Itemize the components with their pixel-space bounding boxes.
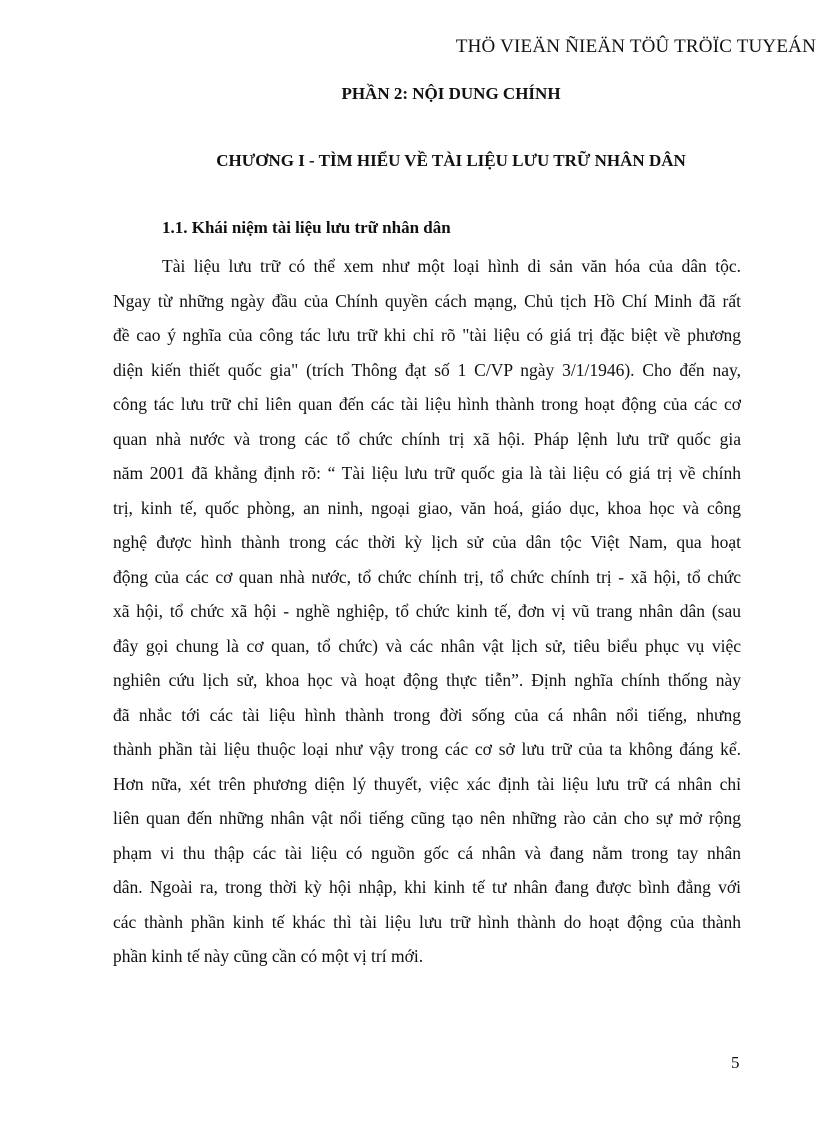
paragraph-line: trị, kinh tế, quốc phòng, an ninh, ngoại giao, văn hoá, giáo dục, khoa học và công [113,497,741,518]
paragraph-line: Tài liệu lưu trữ có thể xem như một loại hình di sản văn hóa của dân tộc. [162,256,741,276]
paragraph-line: năm 2001 đã khẳng định rõ: “ Tài liệu lưu trữ quốc gia là tài liệu có giá trị về chính [113,463,741,483]
paragraph-line: phạm vi thu thập các tài liệu có nguồn gốc cá nhân và đang nằm trong tay nhân [113,842,741,863]
paragraph-line: quan nhà nước và trong các tổ chức chính trị xã hội. Pháp lệnh lưu trữ quốc gia [113,428,741,449]
paragraph-line: xã hội, tổ chức xã hội - nghề nghiệp, tổ chức kinh tế, đơn vị vũ trang nhân dân (sau [113,601,741,621]
part-title: PHẦN 2: NỘI DUNG CHÍNH [341,84,561,103]
paragraph-line: đề cao ý nghĩa của công tác lưu trữ khi chỉ rõ "tài liệu có giá trị đặc biệt về phương [113,325,741,345]
paragraph-line: dân. Ngoài ra, trong thời kỳ hội nhập, khi kinh tế tư nhân đang được bình đẳng với [113,877,741,897]
paragraph-line: công tác lưu trữ chỉ liên quan đến các tài liệu hình thành trong hoạt động của các cơ [113,394,741,414]
chapter-title: CHƯƠNG I - TÌM HIỂU VỀ TÀI LIỆU LƯU TRỮ NHÂN DÂN [216,151,686,170]
paragraph-line: động của các cơ quan nhà nước, tổ chức chính trị, tổ chức chính trị - xã hội, tổ chức [113,566,741,587]
body-paragraph [113,249,741,974]
paragraph-line: thành phần tài liệu thuộc loại như vậy trong các cơ sở lưu trữ của ta không đáng kể. [113,739,741,759]
paragraph-line: nghệ được hình thành trong các thời kỳ lịch sử của dân tộc Việt Nam, qua hoạt [113,532,741,552]
paragraph-line: diện kiến thiết quốc gia" (trích Thông đạt số 1 C/VP ngày 3/1/1946). Cho đến nay, [113,359,741,380]
paragraph-line: liên quan đến những nhân vật nổi tiếng cũng tạo nên những rào cản cho sự mở rộng [113,808,741,828]
running-header: THÖ VIEÄN ÑIEÄN TÖÛ TRÖÏC TUYEÁN [455,36,816,57]
paragraph-line: phần kinh tế này cũng cần có một vị trí mới. [113,946,424,966]
paragraph-line: các thành phần kinh tế khác thì tài liệu lưu trữ hình thành do hoạt động của thành [113,911,741,932]
paragraph-line: Ngay từ những ngày đầu của Chính quyền cách mạng, Chủ tịch Hồ Chí Minh đã rất [113,290,741,311]
paragraph-line: đây gọi chung là cơ quan, tổ chức) và các nhân vật lịch sử, tiêu biểu phục vụ việc [113,635,741,656]
paragraph-line: đã nhắc tới các tài liệu hình thành trong đời sống của cá nhân nổi tiếng, nhưng [113,704,741,725]
section-heading: 1.1. Khái niệm tài liệu lưu trữ nhân dân [162,218,451,237]
paragraph-line: nghiên cứu lịch sử, khoa học và hoạt động thực tiễn”. Định nghĩa chính thống này [113,670,741,690]
page-number: 5 [731,1053,740,1072]
paragraph-line: Hơn nữa, xét trên phương diện lý thuyết, việc xác định tài liệu lưu trữ cá nhân chỉ [113,773,741,794]
